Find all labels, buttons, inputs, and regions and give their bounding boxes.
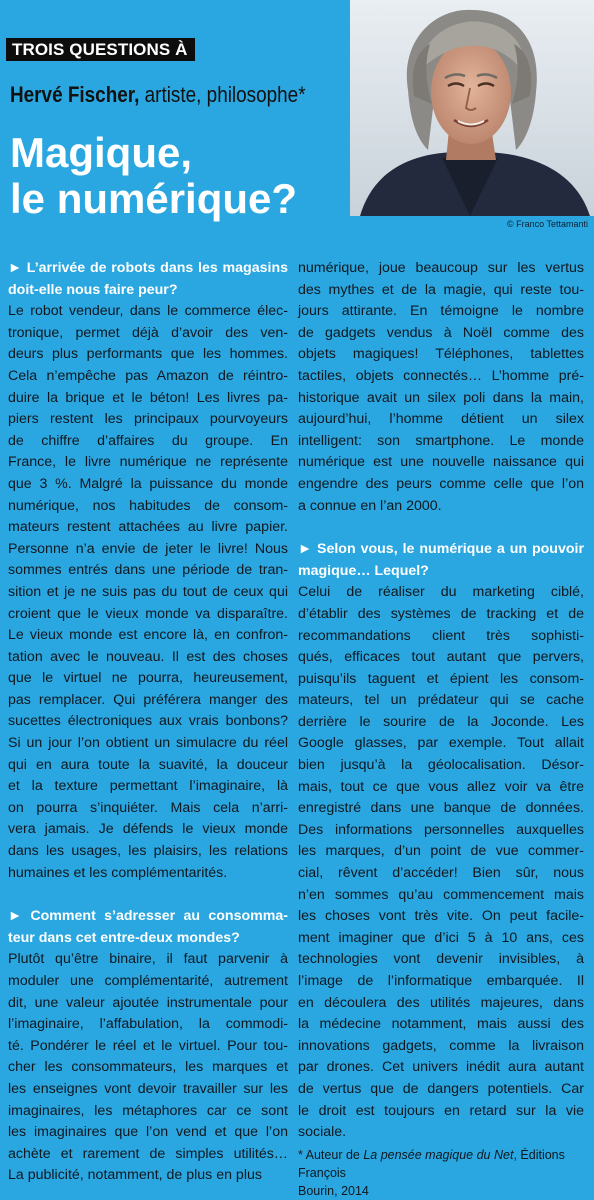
answer-line: moduler une complémentarité, autrement <box>8 973 288 989</box>
answer-line: cher les consommateurs, les marques et <box>8 1059 288 1076</box>
footnote-publisher: Bourin, 2014 <box>298 1183 369 1198</box>
answer-line: croient que le vieux monde va disparaître. <box>8 605 288 622</box>
answer-line: té. Pondérer le réel et le virtuel. Pour tou- <box>8 1037 288 1054</box>
answer-line: derrière le sourire de la Joconde. Les <box>298 713 584 730</box>
footnote-book-title: La pensée magique du Net <box>363 1147 514 1162</box>
answer-line: n’en sommes qu’au commencement mais <box>298 886 584 903</box>
answer-line: l’imaginaire, l’affabulation, la commodi- <box>8 1016 288 1033</box>
answer-line: mais, tout ce que vous allez voir va être <box>298 778 584 795</box>
answer-line: vera jamais. Je défends le vieux monde <box>8 821 288 838</box>
answer-line: des mythes et de la magie, qui reste tou- <box>298 281 584 298</box>
answer-line: innovations gadgets, comme la livraison <box>298 1037 584 1054</box>
answer-line: que le virtuel ne pourra, heureusement, <box>8 670 288 687</box>
paragraph-gap <box>298 517 584 539</box>
paragraph-gap <box>8 884 288 906</box>
answer-line: France, le livre numérique ne représente <box>8 454 288 471</box>
answer-line: de chiffre d’affaires du groupe. En <box>8 432 288 449</box>
answer-line: Le vieux monde est encore là, en confron- <box>8 627 288 644</box>
answer-line: tronique, permet déjà d’avoir des ven- <box>8 324 288 341</box>
answer-line: qui en aura toute la suavité, la douceur <box>8 756 288 773</box>
question-line: ► Comment s’adresser au consomma- <box>8 908 288 925</box>
answer-line: Si un jour l’on obtient un simulacre du réel <box>8 735 288 752</box>
answer-line: La publicité, notamment, de plus en plus <box>8 1167 262 1184</box>
answer-line: numérique, nos habitudes de consom- <box>8 497 288 514</box>
answer-line: la médecine notamment, mais aussi des <box>298 1016 584 1033</box>
answer-line: sommes entrés dans une période de tran- <box>8 562 288 579</box>
answer-line: aujourd’hui, l’homme détient un silex <box>298 411 584 428</box>
answer-line: ment imaginer que d’ici 5 à 10 ans, ces <box>298 929 584 946</box>
answer-line: numérique, joue beaucoup sur les vertus <box>298 260 584 276</box>
headline-line: Magique, <box>10 129 193 176</box>
answer-line: Plutôt qu’être binaire, il faut parvenir à <box>8 951 288 968</box>
answer-line: numérique est une nouvelle naissance qui <box>298 454 584 471</box>
answer-line: historique avait un silex poli dans la main, <box>298 389 584 406</box>
interviewee-role: artiste, philosophe* <box>139 82 306 107</box>
answer-line: piers restent les principaux pourvoyeurs <box>8 411 288 428</box>
answer-line: mateurs, tel un prédateur qui se cache <box>298 692 584 709</box>
answer-line: Cela n’empêche pas Amazon de réintro- <box>8 367 288 384</box>
answer-line: les enseignes vont devoir travailler sur les <box>8 1080 288 1097</box>
answer-line: engendre des peurs comme celle que l’on <box>298 475 584 492</box>
answer-line: par drones. Cet univers inédit aura autant <box>298 1059 584 1076</box>
answer-line: dans les usages, les plaisirs, les relations <box>8 843 288 860</box>
answer-line: sucettes électroniques aux vrais bonbons? <box>8 713 288 730</box>
author-portrait-photo <box>350 0 594 216</box>
answer-line: et la texture permettant l’imaginaire, là <box>8 778 288 795</box>
answer-line: jours attirante. En témoigne le nombre <box>298 303 584 320</box>
answer-line: tation avec le nouveau. Il est des choses <box>8 648 288 665</box>
answer-line: qués, efficaces tout autant que pervers, <box>298 649 584 666</box>
answer-line: de gadgets vendus à Noël comme des <box>298 324 584 341</box>
answer-line: les choses vont très vite. On peut facile- <box>298 908 584 925</box>
answer-line: l’image de l’informatique embarquée. Il <box>298 973 584 989</box>
answer-line: bien jusqu’à la géolocalisation. Désor- <box>298 757 584 774</box>
interviewee-byline <box>10 82 306 108</box>
answer-line: les imaginaires que l’on vend et que l’on <box>8 1124 288 1141</box>
footnote-prefix: * Auteur de <box>298 1147 364 1162</box>
answer-line: on pourra s’inquiéter. Mais cela n’arri- <box>8 799 288 816</box>
answer-line: enregistré dans une banque de données. <box>298 800 584 817</box>
answer-line: a connue en l’an 2000. <box>298 497 442 514</box>
interviewee-name: Hervé Fischer, <box>10 82 140 107</box>
question-line: ► L’arrivée de robots dans les magasins <box>8 260 288 276</box>
answer-line: humaines et les complémentarités. <box>8 864 228 881</box>
article-headline <box>10 130 297 222</box>
left-text-column <box>8 258 288 1187</box>
answer-line: les marques, d’un point de vue commer- <box>298 843 584 860</box>
answer-line: mateurs restent attachées au livre papier. <box>8 519 288 536</box>
answer-line: tactiles, objets connectés… L’homme pré- <box>298 367 584 384</box>
answer-line: recommandations client très sophisti- <box>298 627 584 644</box>
question-line: doit-elle nous faire peur? <box>8 281 178 298</box>
answer-line: Des informations personnelles auxquelles <box>298 821 584 838</box>
headline-line: le numérique? <box>10 175 298 222</box>
answer-line: technologies vont devenir invisibles, à <box>298 951 584 968</box>
footnote-suffix: , Éditions François <box>298 1147 565 1180</box>
answer-line: sociale. <box>298 1124 347 1141</box>
portrait-illustration <box>350 0 594 216</box>
answer-line: puisqu’ils taguent et épient les consom- <box>298 670 584 687</box>
answer-line: cial, rêvent d’accéder! Bien sûr, nous <box>298 865 584 882</box>
question-line: teur dans cet entre-deux mondes? <box>8 929 240 946</box>
answer-line: Personne n’a envie de jeter le livre! Nous <box>8 540 288 557</box>
answer-line: deurs plus performants que les hommes. <box>8 346 288 363</box>
section-kicker: TROIS QUESTIONS À <box>6 38 195 61</box>
right-text-column <box>298 258 584 1200</box>
answer-line: duire la brique et le béton! Les livres pa- <box>8 389 288 406</box>
photo-credit: © Franco Tettamanti <box>507 219 588 229</box>
answer-line: Google glasses, par exemple. Tout allait <box>298 735 584 752</box>
answer-line: Le robot vendeur, dans le commerce élec- <box>8 303 288 320</box>
answer-line: achète et rarement de simples utilités… <box>8 1145 288 1162</box>
answer-line: pas remplacer. Qui préférera manger des <box>8 691 288 708</box>
answer-line: sition et je ne suis pas du tout de ceux qui <box>8 583 288 600</box>
answer-line: intelligent: son smartphone. Le monde <box>298 432 584 449</box>
answer-line: que 3 %. Malgré la puissance du monde <box>8 475 288 492</box>
answer-line: objets magiques! Téléphones, tablettes <box>298 346 584 363</box>
answer-line: imaginaires, les métaphores car ce sont <box>8 1102 288 1119</box>
answer-line: d’établir des systèmes de tracking et de <box>298 605 584 622</box>
answer-line: Celui de réaliser du marketing ciblé, <box>298 584 584 601</box>
answer-line: dit, une valeur ajoutée instrumentale pour <box>8 994 288 1011</box>
question-line: ► Selon vous, le numérique a un pouvoir <box>298 541 584 558</box>
answer-line: de vertus que de dangers potentiels. Car <box>298 1080 584 1097</box>
author-footnote <box>298 1146 584 1200</box>
answer-line: le droit est toujours en retard sur la vie <box>298 1102 584 1119</box>
question-line: magique… Lequel? <box>298 562 429 579</box>
answer-line: en découlera des utilités majeures, dans <box>298 994 584 1011</box>
